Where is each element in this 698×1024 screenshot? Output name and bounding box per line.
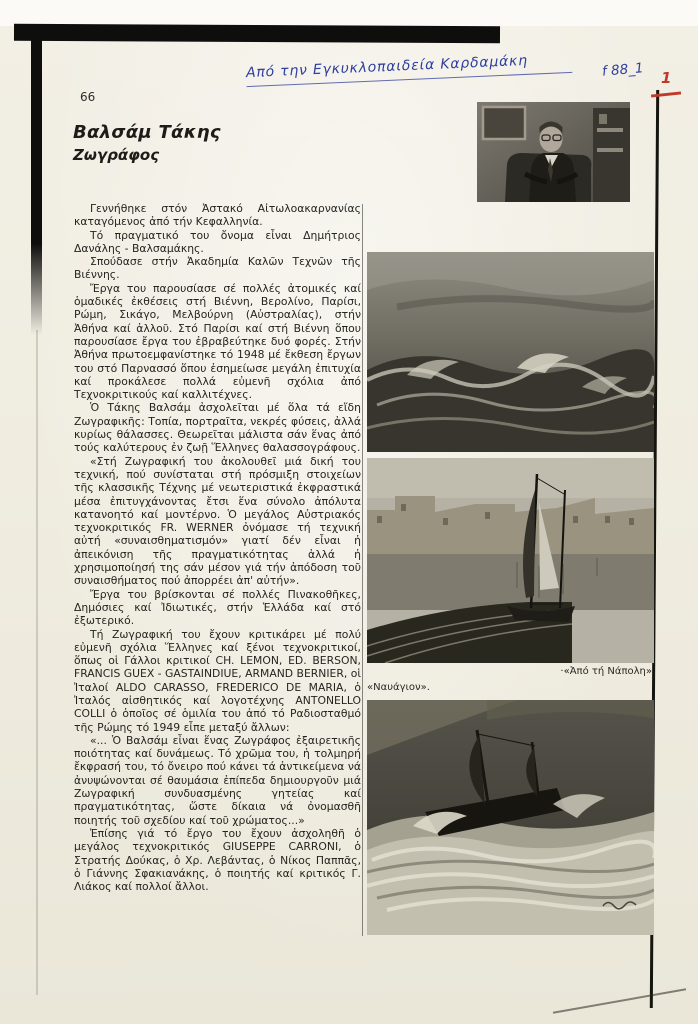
painting-stormy-sea xyxy=(367,252,654,452)
paragraph: Ἐπίσης γιά τό ἔργο του ἔχουν ἀσχοληθῆ ὁ μεγάλος τεχνοκριτικός GIUSEPPE CARRONI, ὁ Στρατής Δούκας, ὁ Χρ. Λεβάντας, ὁ Νίκος Παππᾶς, ὁ Γιάννης Σφακιανάκης, ὁ ποιητής καί κριτικός Γ. Λιάκος καί πολλοί ἄλλοι. xyxy=(74,826,361,894)
paragraph: Ἔργα του βρίσκονται σέ πολλές Πινακοθῆκες, Δημόσιες καί Ἰδιωτικές, στήν Ἑλλάδα καί στό ἐξωτερικό. xyxy=(74,587,361,628)
scan-page-edge-bottom xyxy=(553,988,686,1013)
stormy-sea-illustration xyxy=(367,252,654,452)
handwritten-note: Από την Εγκυκλοπαιδεία Καρδαμάκη xyxy=(246,51,573,87)
paragraph: Τό πραγματικό του ὄνομα εἶναι Δημήτριος Δανάλης - Βαλσαμάκης. xyxy=(74,228,361,255)
scan-top-margin xyxy=(0,0,698,26)
paragraph: Τή Ζωγραφική του ἔχουν κριτικάρει μέ πολύ εὐμενῆ σχόλια Ἕλληνες καί ξένοι τεχνοκριτικοί, ὅπως οἱ Γάλλοι κριτικοί CH. LEMON, ED. BERSON, FRANCIS GUEX - GASTAINDIUE, ARMAND BERNIER, οἱ Ἰταλοί ALDO CARASSO, FREDERICO DE MARIA, ὁ Ἰταλός αἰσθητικός καί λογοτέχνης ANTONELLO COLLI ὁ ὁποῖος σέ ὁμιλία του ἀπό τό Ραδιοσταθμό τῆς Ρώμης τό 1949 εἶπε μεταξύ ἄλλων: xyxy=(74,627,361,734)
scan-crease-left xyxy=(36,330,38,995)
paragraph: «Στή Ζωγραφική του ἀκολουθεῖ μιά δική του τεχνική, πού συνίσταται στή πρόσμιξη στοιχείων τῆς κλασσικῆς Τέχνης μέ νεωτεριστικά ἐκφραστικά μέσα ἐπιτυγχάνοντας ἔτσι ἕνα σύνολο ἀπόλυτα κατανοητό καί μοντέρνο. Ὁ μεγάλος Αὐστριακός τεχνοκριτικός FR. WERNER ὀνόμασε τή τεχνική αὐτή «συναισθηματισμόν» γιατί δέν εἶναι ἡ ἀπεικόνιση τῆς πραγματικότητας ἀλλά ἡ χρησιμοποίησή της σάν μέσον γιά τήν ἀπόδοση τοῦ συναισθήματος πού ἀπορρέει ἀπ' αὐτήν». xyxy=(74,454,361,588)
paragraph: Σπούδασε στήν Ἀκαδημία Καλῶν Τεχνῶν τῆς Βιέννης. xyxy=(74,255,361,282)
paragraph: Γεννήθηκε στόν Ἀστακό Αἰτωλοακαρνανίας καταγόμενος ἀπό τήν Κεφαλληνία. xyxy=(74,202,361,229)
portrait-photo xyxy=(477,102,630,202)
naples-harbor-illustration xyxy=(367,458,654,663)
handwritten-red-number: 1 xyxy=(661,69,672,87)
caption-naples: ·«Ἀπό τή Νάπολη» xyxy=(560,666,652,677)
caption-shipwreck: «Ναυάγιον». xyxy=(367,682,430,693)
paragraph: Ὁ Τάκης Βαλσάμ ἀσχολεῖται μέ ὅλα τά εἴδη Ζωγραφικῆς: Τοπία, πορτραῖτα, νεκρές φύσεις, ἀλλά κυρίως θάλασσες. Θεωρεῖται μάλιστα σάν ἕνας ἀπό τούς καλύτερους ἐν ζωῇ Ἕλληνες θαλασσογράφους. xyxy=(74,401,361,455)
paragraph: «... Ὁ Βαλσάμ εἶναι ἕνας Ζωγράφος ἐξαιρετικῆς ποιότητας καί δυνάμεως. Τό χρῶμα του, ἡ τολμηρή ἔκφρασή του, τό ὄνειρο πού κάνει τά ἀντικείμενα νά ἀνυψώνονται σέ θαυμάσια ἐπίπεδα δημιουργοῦν μιά Ζωγραφική συνδυασμένης γητείας καί πραγματικότητας, ὥστε δίκαια νά ὀνομασθῆ ποιητής τοῦ σχεδίου καί τοῦ χρώματος...» xyxy=(74,733,361,827)
article-text xyxy=(74,202,361,893)
shipwreck-illustration xyxy=(367,700,654,935)
portrait-illustration xyxy=(477,102,630,202)
handwritten-code: f 88_1 xyxy=(601,60,645,80)
painting-naples-harbor xyxy=(367,458,654,663)
scan-artifact-top-bar xyxy=(14,24,500,44)
article-header xyxy=(73,122,221,164)
page-number: 66 xyxy=(80,90,96,104)
article-subtitle: Ζωγράφος xyxy=(73,146,160,164)
article-title: Βαλσάμ Τάκης xyxy=(73,122,221,143)
scan-artifact-left-bar xyxy=(31,30,42,335)
paragraph: Ἔργα του παρουσίασε σέ πολλές ἀτομικές καί ὁμαδικές ἐκθέσεις στή Βιέννη, Βερολίνο, Παρίσι, Ρώμη, Σικάγο, Μελβούρνη (Αὐστραλίας), στήν Ἀθήνα καί ἀλλοῦ. Στό Παρίσι καί στή Βιέννη ὅπου παρουσίασε ἔργα του ἐβραβεύτηκε δυό φορές. Στήν Ἀθήνα πρωτοεμφανίστηκε τό 1948 μέ ἔκθεση ἔργων του στό Παρνασσό ὅπου ἐσημείωσε μεγάλη ἐπιτυχία καί προκάλεσε πολλά εὐμενῆ σχόλια ἀπό Τεχνοκριτικούς καί καλλιτέχνες. xyxy=(74,281,361,402)
painting-shipwreck xyxy=(367,700,654,935)
column-divider-rule xyxy=(362,204,363,936)
